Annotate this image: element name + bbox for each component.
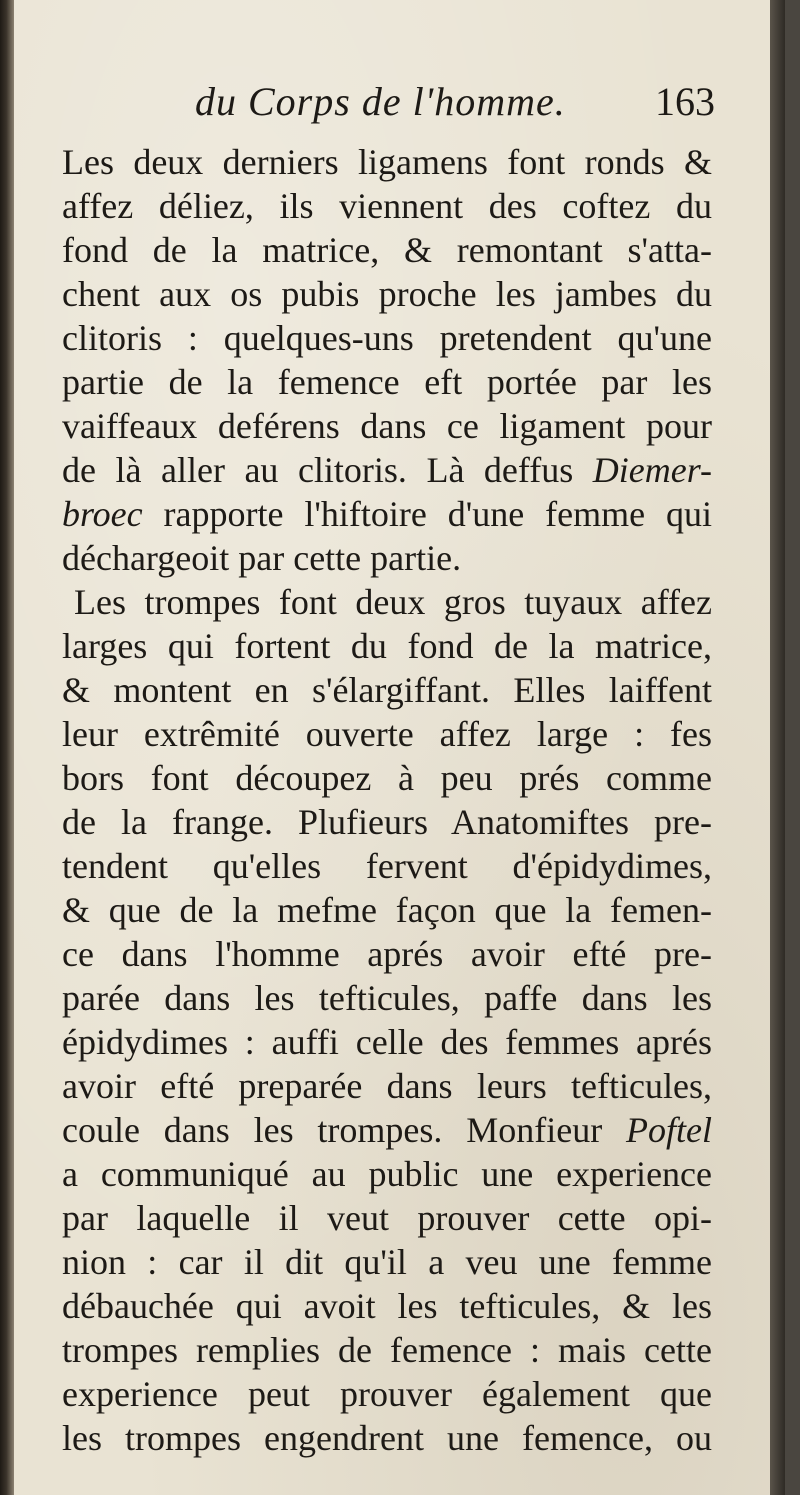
text-line: larges qui fortent du fond de la matrice, xyxy=(62,626,712,666)
text-line: & montent en s'élargiffant. Elles laiffent xyxy=(62,670,712,710)
text-line: bors font découpez à peu prés comme xyxy=(62,758,712,798)
text-line: chent aux os pubis proche les jambes du xyxy=(62,274,712,314)
text-line: partie de la femence eft portée par les xyxy=(62,362,712,402)
page-edge xyxy=(770,0,785,1495)
text-line: avoir efté preparée dans leurs tefticules, xyxy=(62,1066,712,1106)
text-line: de la frange. Plufieurs Anatomiftes pre- xyxy=(62,802,712,842)
text-line: par laquelle il veut prouver cette opi- xyxy=(62,1198,712,1238)
text-line: fond de la matrice, & remontant s'atta- xyxy=(62,230,712,270)
text-line: broec rapporte l'hiftoire d'une femme qui xyxy=(62,494,712,534)
italic-name: broec xyxy=(62,494,143,534)
text-line: débauchée qui avoit les tefticules, & les xyxy=(62,1286,712,1326)
text-line: épidydimes : auffi celle des femmes aprés xyxy=(62,1022,712,1062)
text-line: les trompes engendrent une femence, ou xyxy=(62,1418,712,1458)
text-line: parée dans les tefticules, paffe dans les xyxy=(62,978,712,1018)
text-line: experience peut prouver également que xyxy=(62,1374,712,1414)
text-line: tendent qu'elles fervent d'épidydimes, xyxy=(62,846,712,886)
text-line: nion : car il dit qu'il a veu une femme xyxy=(62,1242,712,1282)
italic-name: Poftel xyxy=(626,1110,712,1150)
text-line: Les trompes font deux gros tuyaux affez xyxy=(74,582,712,622)
text-line: & que de la mefme façon que la femen- xyxy=(62,890,712,930)
text-line: ce dans l'homme aprés avoir efté pre- xyxy=(62,934,712,974)
italic-name: Diemer- xyxy=(592,450,712,490)
body-text xyxy=(62,140,712,1460)
text-line: déchargeoit par cette partie. xyxy=(62,538,462,578)
text-line: clitoris : quelques-uns pretendent qu'une xyxy=(62,318,712,358)
page-number: 163 xyxy=(655,79,715,124)
page-header xyxy=(195,78,715,140)
text-line: coule dans les trompes. Monfieur Poftel xyxy=(62,1110,712,1150)
text-line: de là aller au clitoris. Là deffus Diemer- xyxy=(62,450,712,490)
text-line: Les deux derniers ligamens font ronds & xyxy=(62,142,712,182)
text-line: leur extrêmité ouverte affez large : fes xyxy=(62,714,712,754)
running-title: du Corps de l'homme. xyxy=(195,79,566,124)
text-line: a communiqué au public une experience xyxy=(62,1154,712,1194)
text-line: affez déliez, ils viennent des coftez du xyxy=(62,186,712,226)
text-line: vaiffeaux deférens dans ce ligament pour xyxy=(62,406,712,446)
book-binding-shadow xyxy=(0,0,14,1495)
text-line: trompes remplies de femence : mais cette xyxy=(62,1330,712,1370)
